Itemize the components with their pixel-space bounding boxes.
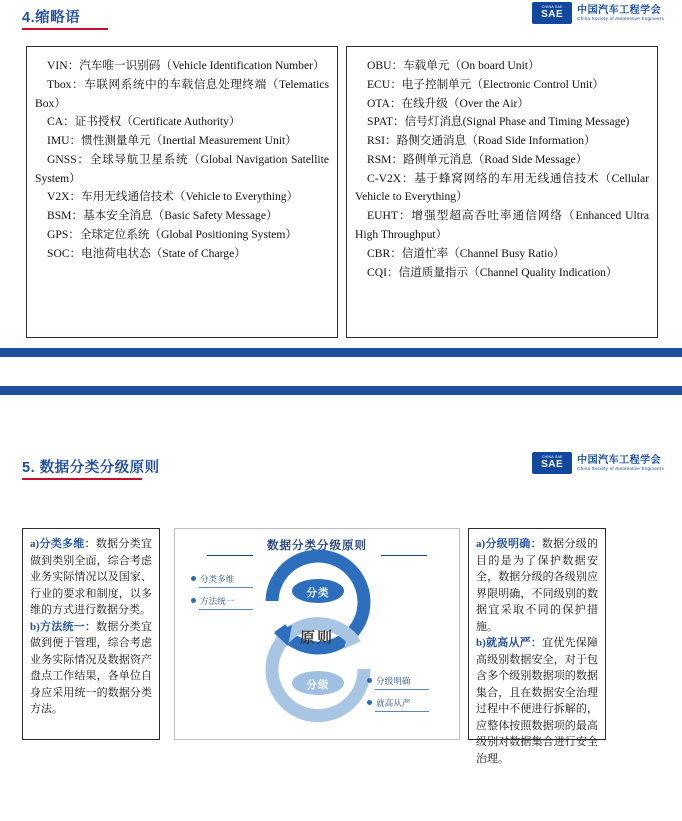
list-item: EUHT：增强型超高吞吐率通信网络（Enhanced Ultra High Throughput）: [355, 209, 649, 242]
principle-a-right-text: 数据分级的目的是为了保护数据安全，数据分级的各级别应界限明确，不同级别的数据宜采取不同的保护措施。: [476, 538, 599, 633]
bullet-dot-icon: [191, 598, 196, 603]
sae-badge-large-text-2: SAE: [541, 458, 564, 470]
sae-badge-small-text: CHINA SAE: [541, 5, 563, 10]
slide-divider-band-top: [0, 348, 682, 357]
sae-name-en-2: China Society of Automotive Engineers: [577, 466, 664, 472]
page-title: 4.缩略语: [22, 10, 81, 26]
principles-body: [0, 528, 682, 765]
list-item: C-V2X：基于蜂窝网络的车用无线通信技术（Cellular Vehicle to Everything）: [355, 171, 649, 204]
principle-b-left-text: 数据分类宜做到便于管理，综合考虑业务实际情况及数据资产盘点工作结果，各单位自身应采用统一的数据分类方法。: [30, 620, 153, 715]
list-item: SOC：电池荷电状态（State of Charge）: [47, 246, 246, 260]
sae-logo-2: [532, 452, 664, 474]
slide-divider-band-bottom: [0, 386, 682, 395]
list-item: CQI：信道质量指示（Channel Quality Indication）: [367, 265, 618, 279]
list-item: BSM：基本安全消息（Basic Safety Message）: [47, 209, 278, 223]
abbreviation-list-left: [35, 57, 329, 264]
list-item: OBU：车载单元（On board Unit）: [367, 59, 540, 72]
diagram-title: 数据分类分级原则: [267, 540, 367, 552]
abbreviation-columns: [26, 46, 658, 338]
principle-a-left-label: a)分类多维：: [30, 538, 96, 550]
abbreviation-box-left: [26, 46, 338, 338]
diagram-node-grading: 分级: [306, 679, 330, 691]
list-item: GNSS：全球导航卫星系统（Global Navigation Satellite System）: [35, 152, 329, 185]
abbreviation-box-right: [346, 46, 658, 338]
grading-principles-box: [468, 528, 606, 765]
principles-diagram: [174, 528, 460, 740]
list-item: IMU：惯性测量单元（Inertial Measurement Unit）: [47, 134, 297, 148]
sae-logo: [532, 2, 664, 24]
list-item: RSM：路侧单元消息（Road Side Message）: [367, 152, 588, 166]
list-item: CBR：信道忙率（Channel Busy Ratio）: [367, 246, 565, 260]
bullet-dot-icon: [367, 700, 372, 705]
list-item: VIN：汽车唯一识别码（Vehicle Identification Number）: [47, 59, 325, 72]
diagram-bullet-rule-4: [375, 711, 429, 712]
principle-b-left-label: b)方法统一：: [30, 620, 97, 633]
principle-a-right-label: a)分级明确：: [476, 538, 542, 550]
diagram-bullet-right-1: [367, 675, 410, 687]
principle-b-right-label: b)就高从严：: [476, 637, 543, 649]
list-item: V2X：车用无线通信技术（Vehicle to Everything）: [47, 190, 299, 204]
slide2-header: [0, 450, 682, 490]
diagram-center-label: 原则: [299, 629, 335, 647]
sae-name-cn-2: 中国汽车工程学会: [577, 454, 662, 466]
page-title-2: 5. 数据分类分级原则: [22, 460, 160, 476]
diagram-bullet-left-1-label: 分类多维: [200, 574, 235, 584]
diagram-bullet-left-1: [191, 573, 234, 585]
diagram-node-classification: 分类: [306, 587, 330, 599]
diagram-bullet-left-2: [191, 595, 234, 607]
diagram-bullet-right-2: [367, 697, 410, 709]
principle-a-right: [476, 536, 598, 635]
sae-logo-badge-2: [532, 452, 572, 474]
title-underline-2: [22, 478, 142, 480]
diagram-bullet-rule-3: [375, 689, 429, 690]
diagram-bullet-right-2-label: 就高从严: [376, 698, 411, 708]
principle-b-right: [476, 635, 598, 767]
list-item: Tbox：车联网系统中的车载信息处理终端（Telematics Box）: [35, 77, 329, 110]
list-item: GPS：全球定位系统（Global Positioning System）: [47, 228, 297, 242]
bullet-dot-icon: [367, 678, 372, 683]
list-item: SPAT：信号灯消息(Signal Phase and Timing Message): [367, 115, 630, 129]
abbreviation-list-right: [355, 57, 649, 282]
principle-b-left: [30, 619, 152, 718]
title-underline: [22, 28, 108, 30]
diagram-bullet-rule-2: [199, 609, 253, 610]
principle-a-left-text: 数据分类宜做到类别全面，综合考虑业务实际情况以及国家、行业的要求和制度，以多维的方式进行数据分类。: [30, 538, 153, 616]
principle-b-right-text: 宜优先保障高级别数据安全，对于包含多个级别数据项的数据集合，且在数据安全治理过程中不便进行拆解的，应整体按照数据项的最高级别对数据集合进行安全治理。: [476, 637, 599, 765]
slide1-header: [0, 0, 682, 40]
sae-logo-badge: [532, 2, 572, 24]
slide-classification-principles: [0, 400, 682, 821]
list-item: CA：证书授权（Certificate Authority）: [47, 115, 241, 129]
sae-badge-small-text-2: CHINA SAE: [541, 455, 563, 460]
sae-name-en: China Society of Automotive Engineers: [577, 16, 664, 22]
sae-logo-text: [577, 5, 664, 22]
slide-abbreviations: [0, 0, 682, 396]
sae-logo-text-2: [577, 455, 664, 472]
diagram-bullet-rule-1: [199, 587, 253, 588]
list-item: RSI：路侧交通消息（Road Side Information）: [367, 134, 596, 148]
list-item: ECU：电子控制单元（Electronic Control Unit）: [367, 77, 605, 91]
principle-a-left: [30, 536, 152, 619]
bullet-dot-icon: [191, 576, 196, 581]
classification-principles-box: [22, 528, 160, 740]
sae-badge-large-text: SAE: [541, 8, 564, 20]
diagram-bullet-left-2-label: 方法统一: [200, 596, 235, 606]
sae-name-cn: 中国汽车工程学会: [577, 4, 662, 16]
diagram-bullet-right-1-label: 分级明确: [376, 676, 411, 686]
list-item: OTA：在线升级（Over the Air）: [367, 96, 530, 110]
